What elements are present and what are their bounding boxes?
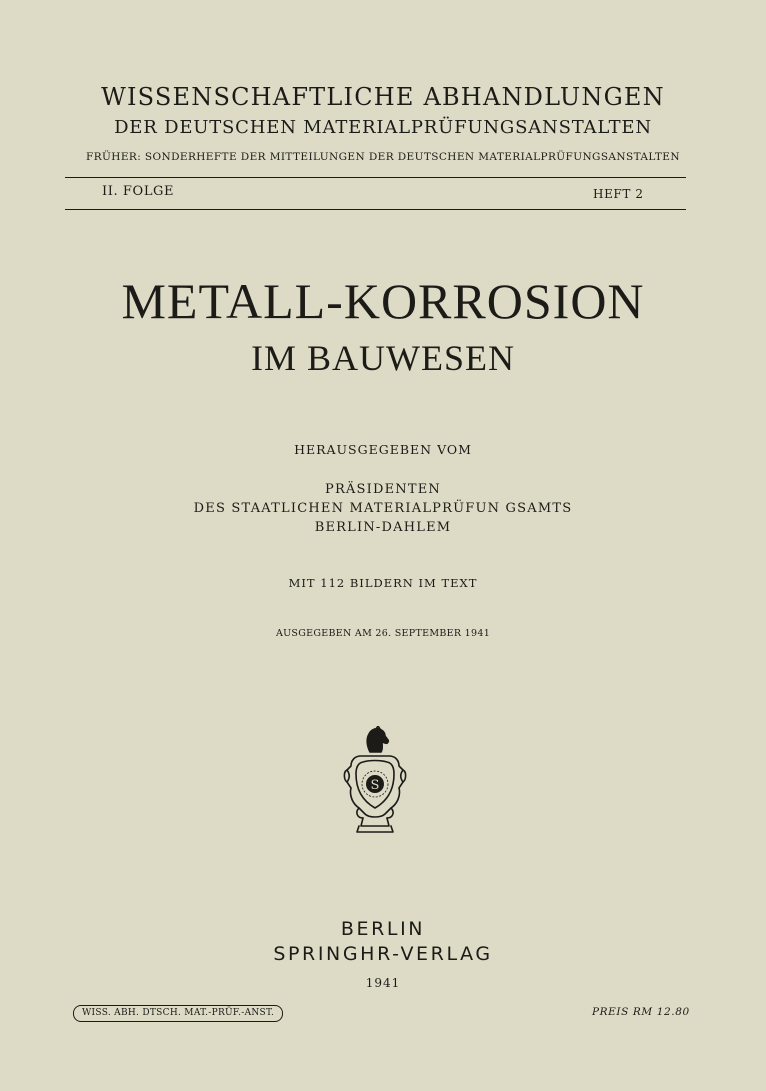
series-former-title: FRÜHER: SONDERHEFTE DER MITTEILUNGEN DER DEUTSCHEN MATERIALPRÜFUNGSANSTALTEN [86,151,680,163]
editor-intro: HERAUSGEGEBEN VOM [294,442,472,457]
figures-note: MIT 112 BILDERN IM TEXT [288,576,478,590]
editor-line-2: DES STAATLICHEN MATERIALPRÜFUN GSAMTS [193,501,573,516]
price-label: PREIS RM 12.80 [592,1006,690,1018]
publisher-name: SPRINGHR-VERLAG [273,943,493,965]
bottom-rule [65,209,686,210]
citation-abbreviation: WISS. ABH. DTSCH. MAT.-PRÜF.-ANST. [73,1005,283,1022]
logo-letter: S [370,778,380,793]
series-folge: II. FOLGE [102,184,175,199]
springer-knight-emblem-icon [343,726,407,838]
editor-line-3: BERLIN-DAHLEM [314,520,452,535]
top-rule [65,177,686,178]
book-subtitle: IM BAUWESEN [251,338,515,378]
issue-number: HEFT 2 [593,187,644,201]
series-title: WISSENSCHAFTLICHE ABHANDLUNGEN [101,83,665,111]
editor-line-1: PRÄSIDENTEN [325,482,441,497]
publisher-city: BERLIN [340,918,426,940]
publication-year: 1941 [365,976,401,990]
book-title: METALL-KORROSION [121,273,645,329]
issue-date: AUSGEGEBEN AM 26. SEPTEMBER 1941 [275,628,491,639]
series-subtitle: DER DEUTSCHEN MATERIALPRÜFUNGSANSTALTEN [114,117,652,138]
